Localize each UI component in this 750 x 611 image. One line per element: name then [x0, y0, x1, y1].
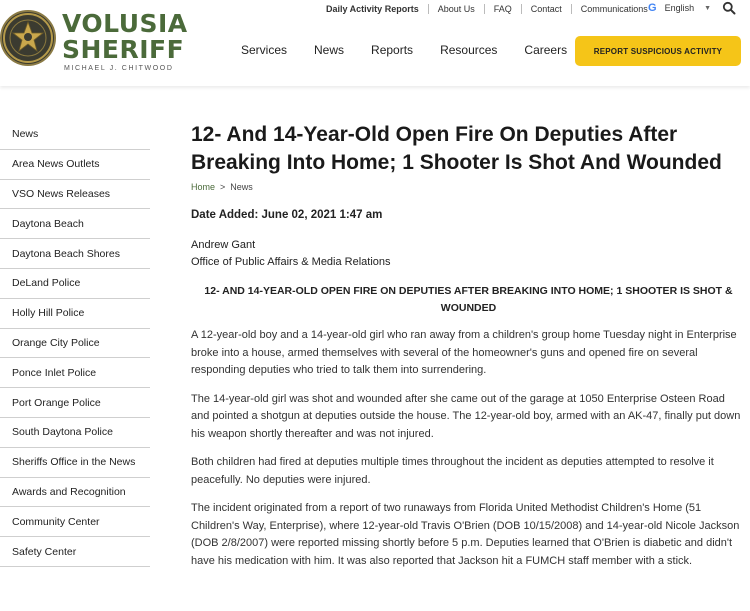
sheriff-star-icon[interactable]: [0, 10, 56, 66]
util-faq[interactable]: FAQ: [484, 4, 521, 14]
article-paragraph: A 12-year-old boy and a 14-year-old girl who ran away from a children's group home Tuesday night in Enterprise broke into a house, armed themselves with several of the homeowner's guns and opened fire on several responding deputies who tried to talk them into surrendering.: [191, 329, 737, 376]
article-headline: 12- AND 14-YEAR-OLD OPEN FIRE ON DEPUTIES AFTER BREAKING INTO HOME; 1 SHOOTER IS SHOT & WOUNDED: [204, 285, 733, 314]
main-nav: [241, 43, 594, 57]
breadcrumb-home[interactable]: Home: [191, 182, 216, 192]
language-label: English: [664, 3, 695, 13]
utility-bar: [326, 3, 657, 15]
article: [191, 121, 743, 581]
sidebar-item-community-center[interactable]: Community Center: [0, 507, 150, 537]
sidebar-item-orange-city-police[interactable]: Orange City Police: [0, 329, 150, 359]
util-daily-activity-reports[interactable]: Daily Activity Reports: [326, 4, 419, 14]
logo-line2: SHERIFF: [62, 35, 185, 64]
author-block: [191, 237, 743, 271]
nav-careers[interactable]: Careers: [524, 43, 568, 57]
language-selector[interactable]: [648, 2, 711, 14]
util-contact[interactable]: Contact: [521, 4, 571, 14]
sidebar-item-awards-and-recognition[interactable]: Awards and Recognition: [0, 478, 150, 508]
sidebar-item-port-orange-police[interactable]: Port Orange Police: [0, 388, 150, 418]
sidebar-item-south-daytona-police[interactable]: South Daytona Police: [0, 418, 150, 448]
sidebar-item-safety-center[interactable]: Safety Center: [0, 537, 150, 567]
sidebar-item-deland-police[interactable]: DeLand Police: [0, 269, 150, 299]
caret-down-icon: ▼: [704, 4, 712, 12]
sidebar-item-holly-hill-police[interactable]: Holly Hill Police: [0, 299, 150, 329]
report-suspicious-activity-button[interactable]: REPORT SUSPICIOUS ACTIVITY: [575, 36, 741, 66]
logo-subtitle: MICHAEL J. CHITWOOD: [64, 65, 174, 72]
author-name: Andrew Gant: [191, 239, 256, 251]
sidebar-item-area-news-outlets[interactable]: Area News Outlets: [0, 150, 150, 180]
nav-services[interactable]: Services: [241, 43, 288, 57]
logo-line1: VOLUSIA: [62, 9, 188, 38]
sidebar-item-daytona-beach[interactable]: Daytona Beach: [0, 209, 150, 239]
article-paragraph: The 14-year-old girl was shot and wounded after she came out of the garage at 1050 Enterprise Osteen Road and pointed a shotgun at deputies outside the house. The 12-year-old boy, armed with an AK-47, finally put down his weapon shortly thereafter and was not injured.: [191, 392, 741, 440]
breadcrumb-news[interactable]: News: [230, 182, 253, 192]
sidebar-nav: [0, 120, 150, 567]
article-paragraph: The incident originated from a report of two runaways from Florida United Methodist Children's Home (51 Children's Way, Enterprise), where 12-year-old Travis O'Brien (DOB 10/15/2008) and 14-year-old Nicole Jackson (DOB 2/8/2007) were reported missing shortly before 5 p.m. Deputies learned that O'Brien is diabetic and didn't have his medication with him. It was also reported that Jackson hit a FUMCH staff member with a stick.: [191, 502, 740, 567]
nav-reports[interactable]: Reports: [371, 43, 414, 57]
article-paragraph: Both children had fired at deputies multiple times throughout the incident as deputies attempted to resolve it peacefully. No deputies were injured.: [191, 456, 714, 486]
sidebar-item-vso-news-releases[interactable]: VSO News Releases: [0, 180, 150, 210]
nav-news[interactable]: News: [314, 43, 345, 57]
util-about-us[interactable]: About Us: [428, 4, 484, 14]
sidebar-item-sheriffs-office-in-the-news[interactable]: Sheriffs Office in the News: [0, 448, 150, 478]
breadcrumb: [191, 182, 743, 192]
sidebar-item-news[interactable]: News: [0, 120, 150, 150]
nav-resources[interactable]: Resources: [440, 43, 498, 57]
breadcrumb-separator: >: [220, 182, 226, 192]
sidebar-item-ponce-inlet-police[interactable]: Ponce Inlet Police: [0, 358, 150, 388]
date-added: Date Added: June 02, 2021 1:47 am: [191, 209, 383, 221]
search-icon[interactable]: [722, 1, 736, 15]
util-communications[interactable]: Communications: [571, 4, 657, 14]
sidebar-item-daytona-beach-shores[interactable]: Daytona Beach Shores: [0, 239, 150, 269]
site-logo[interactable]: [62, 10, 188, 72]
site-header: [0, 0, 750, 86]
author-office: Office of Public Affairs & Media Relations: [191, 256, 391, 268]
page-title: 12- And 14-Year-Old Open Fire On Deputies After Breaking Into Home; 1 Shooter Is Shot And Wounded: [191, 123, 722, 174]
google-icon: G: [648, 2, 657, 14]
